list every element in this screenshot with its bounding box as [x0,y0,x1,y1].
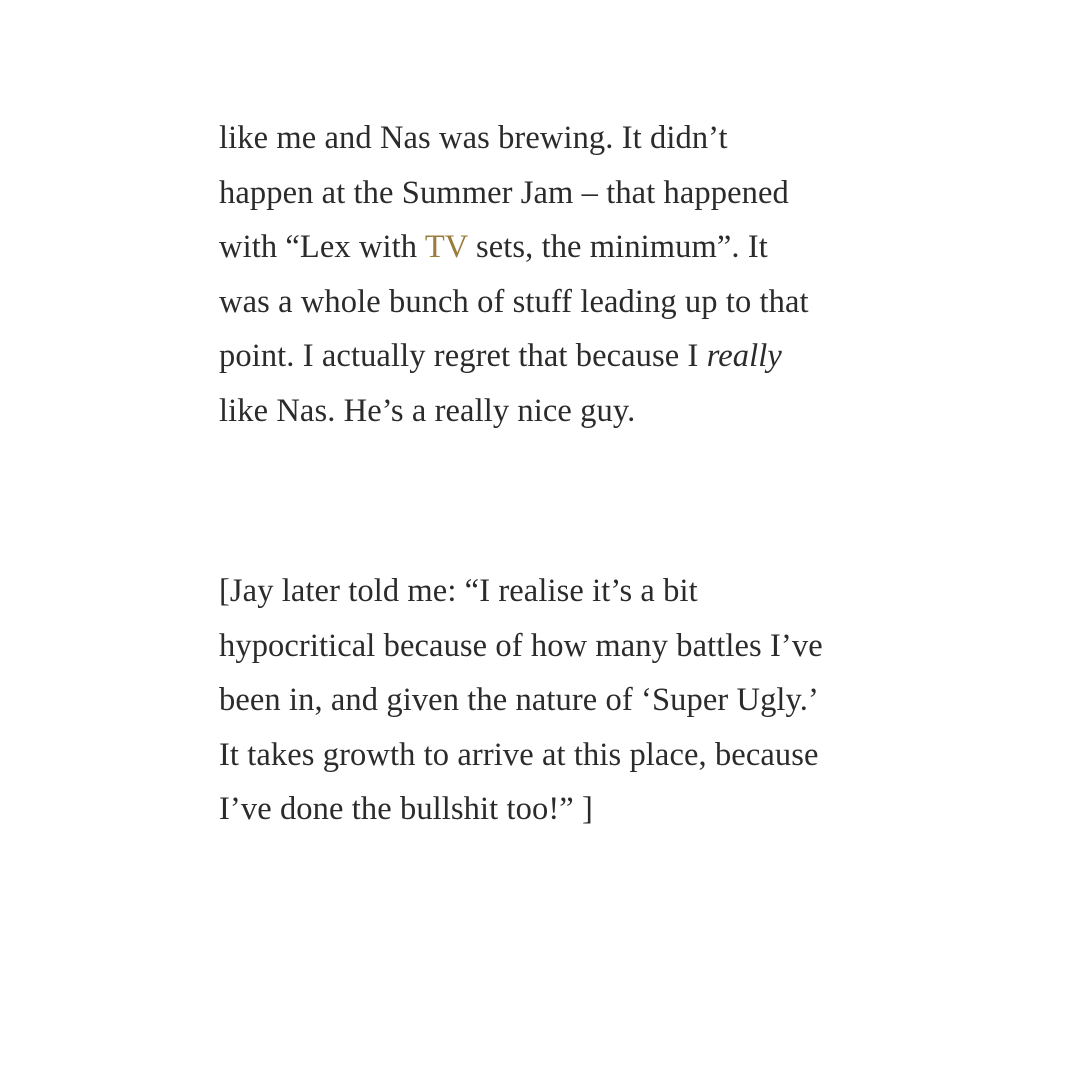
emphasized-word: really [706,338,782,375]
text-line: It takes growth to arrive at this place, because [219,736,819,773]
text-segment: point. I actually regret that because I [219,338,707,375]
text-line: been in, and given the nature of ‘Super Ugly.’ [219,682,819,719]
highlighted-term: TV [424,229,468,266]
text-segment: sets, the minimum”. It [467,229,768,266]
text-line [219,329,899,384]
editor-note-paragraph [219,564,899,837]
text-line: like Nas. He’s a really nice guy. [219,392,636,429]
text-segment: with “Lex with [219,229,425,266]
text-line: hypocritical because of how many battles I’ve [219,627,823,664]
quote-paragraph [219,111,899,439]
text-line: was a whole bunch of stuff leading up to that [219,283,809,320]
text-line: happen at the Summer Jam – that happened [219,174,789,211]
text-line: [Jay later told me: “I realise it’s a bit [219,573,698,609]
text-line [219,220,899,275]
text-line: I’ve done the bullshit too!” ] [219,791,593,828]
text-line: like me and Nas was brewing. It didn’t [219,120,728,156]
